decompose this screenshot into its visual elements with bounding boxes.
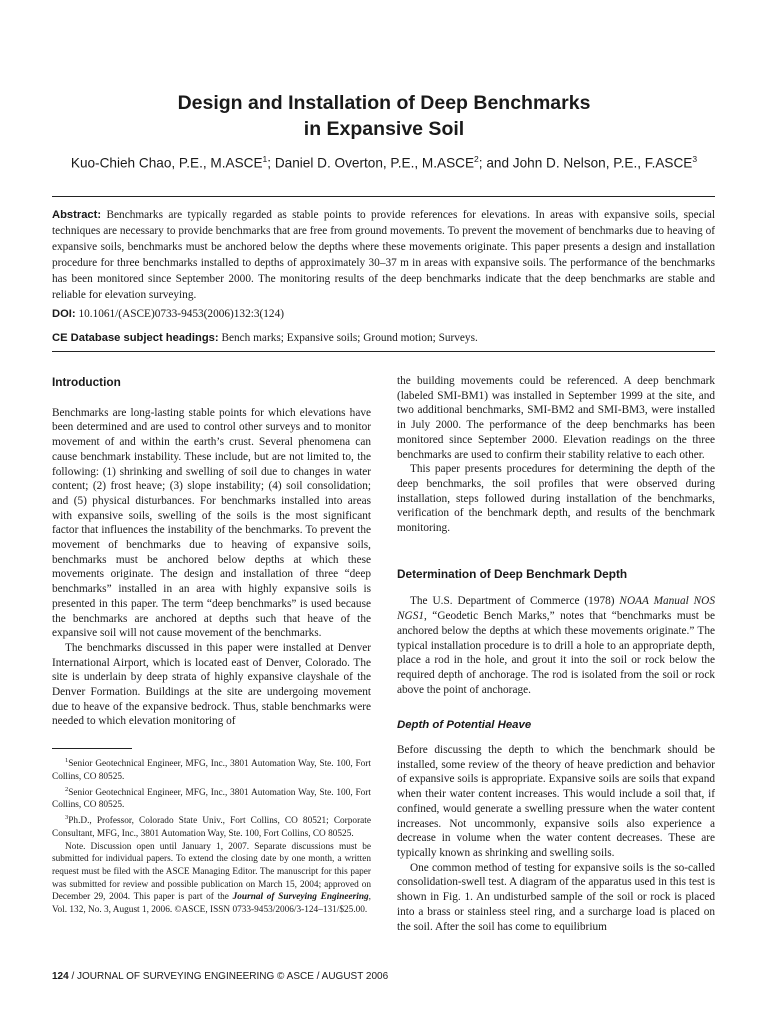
doi-label: DOI: [52,308,76,320]
author-2: Daniel D. Overton, P.E., M.ASCE [274,155,475,171]
page-footer [52,971,388,982]
abstract [52,207,715,303]
footnote-2: $^2$Senior Geotechnical Engineer, MFG, Inc., 3801 Automation Way, Ste. 100, Fort Collins, CO 80525. [52,785,371,811]
journal-name: Journal of Surveying Engineering [232,892,369,903]
discussion-note: Note. Discussion open until January 1, 2007. Separate discussions must be submitted for individual papers. To extend the closing date by one month, a written request must be filed with the ASCE Managing Editor. The manuscript for this paper was submitted for review and possible publication on March 15, 2004; approved on December 29, 2004. This paper is part of the Journal of Surveying Engineering, Vol. 132, No. 3, August 1, 2006. ©ASCE, ISSN 0733-9453/2006/3-124–131/$25.00. [52,841,371,916]
right-column [397,374,715,934]
intro-paragraph-2: The benchmarks discussed in this paper were installed at Denver International Airport, which is located east of Denver, Colorado. The site is underlain by deep strata of highly expansive clayshale of the Denver Formation. Buildings at the site are undergoing movement due to heave of the expansive bedrock. Thus, stable benchmarks were needed to which elevation monitoring of [52,641,371,728]
abstract-text: Benchmarks are typically regarded as stable points to provide references for elevations. In areas with expansive soils, special techniques are necessary to provide benchmarks that are free from ground movements. To prevent the movement of benchmarks due to heaving of expansive soils, benchmarks must be anchored below the depths where these movements originate. This paper presents a design and installation procedure for three benchmarks installed to depths of approximately 30–37 m in areas with expansive soils. The performance of the benchmarks has been monitored since September 2000. The monitoring results of the deep benchmarks indicate that the deep benchmarks are stable and reliable for elevation surveying. [52,209,715,301]
paper-title [0,90,768,142]
right-paragraph-4: One common method of testing for expansive soils is the so-called consolidation-swell test. A diagram of the apparatus used in this test is shown in Fig. 1. An undisturbed sample of the soil or rock is placed into a brass or stainless steel ring, and a surcharge load is placed on the soil. After the soil has come to equilibrium [397,861,715,933]
right-paragraph-1: This paper presents procedures for determining the depth of the deep benchmarks, the soil profiles that were observed during installation, steps followed during installation of the benchmarks, verification of the benchmark depth, and results of the benchmark monitoring. [397,463,715,535]
author-3-affil: 3 [692,154,698,164]
right-paragraph-0: the building movements could be referenced. A deep benchmark (labeled SMI-BM1) was installed in September 1999 at the site, and two additional benchmarks, SMI-BM2 and SMI-BM3, were installed in July 2000. The performance of the deep benchmarks has been monitored since September 2000. Elevation readings on the three benchmarks are used to confirm their stability relative to each other. [397,375,715,461]
footnote-1: $^1$Senior Geotechnical Engineer, MFG, Inc., 3801 Automation Way, Ste. 100, Fort Collins, CO 80525. [52,757,371,782]
page-number: 124 [52,971,69,982]
doi-value[interactable]: 10.1061/(ASCE)0733-9453(2006)132:3(124) [78,308,284,320]
subject-headings-label: CE Database subject headings: [52,332,219,344]
doi-line [52,308,284,320]
footnote-3: $^3$Ph.D., Professor, Colorado State Univ., Fort Collins, CO 80521; Corporate Consultant, MFG, Inc., 3801 Automation Way, Ste. 100, Fort Collins, CO 80525. [52,814,371,839]
author-list [0,154,768,171]
left-column [52,375,371,729]
author-3: John D. Nelson, P.E., F.ASCE [512,155,693,171]
noaa-manual: NOAA Manual NOS NGS1 [397,595,715,623]
author-2-affil: 2 [474,154,479,164]
author-1-affil: 1 [262,154,268,164]
footnote-rule [52,748,132,749]
abstract-label: Abstract: [52,209,102,221]
right-paragraph-3: Before discussing the depth to which the benchmark should be installed, some review of the theory of heave prediction and behavior of expansive soils is appropriate. Expansive soils are soils that expand when their water content increases. This would include a soil that, if confined, would generate a swelling pressure when the water content increases. Not uncommonly, expansive soils also experience a decrease in volume when the water content decreases. These are typically known as shrinking and swelling soils. [397,744,715,859]
intro-heading: Introduction [52,375,121,389]
title-line-2: in Expansive Soil [303,118,465,140]
header-rule-bottom [52,351,715,352]
subject-headings-value: Bench marks; Expansive soils; Ground motion; Surveys. [221,332,478,344]
running-footer: / JOURNAL OF SURVEYING ENGINEERING © ASCE / AUGUST 2006 [68,971,389,982]
right-paragraph-2: The U.S. Department of Commerce (1978) NOAA Manual NOS NGS1, “Geodetic Bench Marks,” notes that “benchmarks must be anchored below the depths at which these movements originate.” The typical installation procedure is to drill a hole to an appropriate depth, place a rod in the hole, and grout it into the soil or rock below the required depth of anchorage. The rod is isolated from the soil or rock above the point of anchorage. [397,595,715,696]
author-sep-2: ; and [478,155,513,171]
intro-paragraph-1: Benchmarks are long-lasting stable points for which elevations have been determined and are used to control other surveys and to monitor movement of and within the earth’s crust. Several phenomena can cause benchmark instability. These include, but are not limited to, the following: (1) shrinking and swelling of soil due to changes in water content; (2) frost heave; (3) slope instability; (4) soil consolidation; and (5) physical disturbances. For benchmarks installed into areas with expansive soils, swelling of the soils is the most significant factor that influences the instability of the benchmarks. To prevent the movement of benchmarks due to heaving of expansive soils, benchmarks must be anchored below depths at which these movements originate. The design and installation of three “deep benchmarks” installed in an area with highly expansive soils is presented in this paper. The term “deep benchmarks” is used because the benchmarks are anchored at depths such that heave of the expansive soil will not cause movement of the benchmarks. [52,406,371,640]
subject-headings [52,332,478,344]
subsection-heading-heave: Depth of Potential Heave [397,719,532,732]
footnotes [52,755,371,917]
author-sep-1: ; [267,155,275,171]
title-line-1: Design and Installation of Deep Benchmarks [177,92,591,114]
header-rule-top [52,196,715,197]
author-1: Kuo-Chieh Chao, P.E., M.ASCE [70,155,263,171]
section-heading-determination: Determination of Deep Benchmark Depth [397,566,628,581]
